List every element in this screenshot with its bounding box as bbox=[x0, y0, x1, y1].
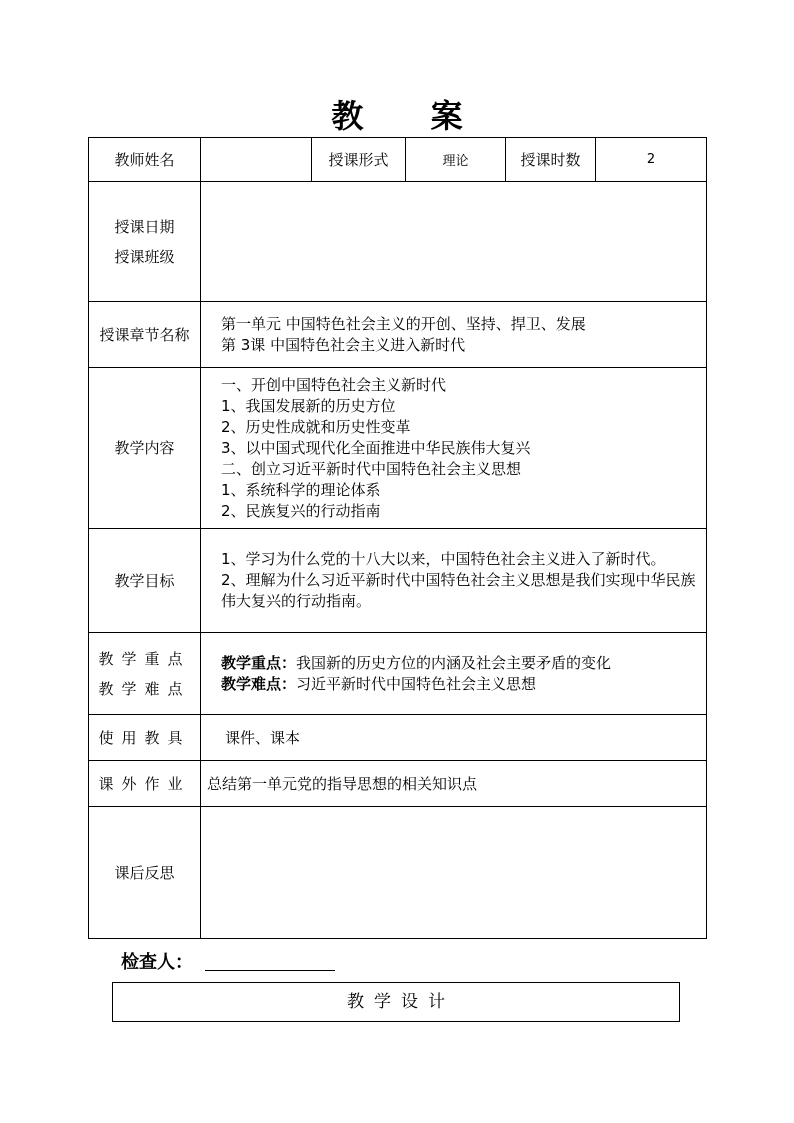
table-row-key-points bbox=[89, 633, 707, 715]
table-row-chapter bbox=[89, 302, 707, 368]
content-line: 3、以中国式现代化全面推进中华民族伟大复兴 bbox=[221, 438, 531, 457]
key-point-prefix: 教学重点： bbox=[221, 653, 297, 672]
tools-value: 课件、课本 bbox=[201, 715, 707, 761]
teaching-form-label: 授课形式 bbox=[312, 138, 406, 182]
goals-label: 教学目标 bbox=[89, 529, 201, 633]
table-row-reflection bbox=[89, 807, 707, 939]
date-class-label bbox=[89, 182, 201, 302]
chapter-line: 第一单元 中国特色社会主义的开创、坚持、捍卫、发展 bbox=[221, 314, 586, 333]
difficult-point-text: 习近平新时代中国特色社会主义思想 bbox=[296, 674, 537, 693]
homework-value: 总结第一单元党的指导思想的相关知识点 bbox=[201, 761, 707, 807]
chapter-content bbox=[201, 302, 707, 368]
table-row-date-class bbox=[89, 182, 707, 302]
table-row-content bbox=[89, 368, 707, 529]
lesson-plan-table bbox=[88, 137, 707, 939]
content-line: 一、开创中国特色社会主义新时代 bbox=[221, 375, 447, 394]
difficult-point-line bbox=[221, 674, 700, 695]
content-line: 1、系统科学的理论体系 bbox=[221, 480, 381, 499]
homework-label: 课外作业 bbox=[89, 761, 201, 807]
teaching-form-value[interactable]: 理论 bbox=[406, 138, 506, 182]
teaching-hours-label: 授课时数 bbox=[506, 138, 596, 182]
difficult-point-prefix: 教学难点： bbox=[221, 674, 297, 693]
key-points-label: 教学重点 bbox=[98, 649, 191, 668]
page-title: 教 案 bbox=[331, 97, 491, 135]
key-point-text: 我国新的历史方位的内涵及社会主要矛盾的变化 bbox=[296, 653, 612, 672]
content-line: 2、历史性成就和历史性变革 bbox=[221, 417, 411, 436]
difficult-points-label: 教学难点 bbox=[98, 679, 191, 698]
inspector-label: 检查人： bbox=[121, 952, 193, 973]
content-label: 教学内容 bbox=[89, 368, 201, 529]
goal-line: 1、学习为什么党的十八大以来，中国特色社会主义进入了新时代。 bbox=[221, 550, 666, 568]
date-class-field[interactable] bbox=[201, 182, 707, 302]
teaching-content bbox=[201, 368, 707, 529]
teaching-goals bbox=[201, 529, 707, 633]
table-row-goals bbox=[89, 529, 707, 633]
content-line: 2、民族复兴的行动指南 bbox=[221, 501, 381, 520]
inspector-signature-line[interactable] bbox=[205, 970, 335, 971]
date-label: 授课日期 bbox=[114, 217, 175, 236]
table-row-tools bbox=[89, 715, 707, 761]
teacher-name-label: 教师姓名 bbox=[89, 138, 201, 182]
key-difficult-label bbox=[89, 633, 201, 715]
key-points-content bbox=[201, 633, 707, 715]
teaching-hours-value[interactable]: 2 bbox=[596, 138, 707, 182]
teaching-design-box: 教学设计 bbox=[112, 982, 680, 1022]
content-line: 二、创立习近平新时代中国特色社会主义思想 bbox=[221, 459, 522, 478]
class-label: 授课班级 bbox=[114, 247, 175, 266]
chapter-line: 第 3课 中国特色社会主义进入新时代 bbox=[221, 335, 466, 354]
reflection-label: 课后反思 bbox=[89, 807, 201, 939]
chapter-label: 授课章节名称 bbox=[89, 302, 201, 368]
reflection-field[interactable] bbox=[201, 807, 707, 939]
teacher-name-field[interactable] bbox=[201, 138, 312, 182]
content-line: 1、我国发展新的历史方位 bbox=[221, 396, 396, 415]
tools-label: 使用教具 bbox=[89, 715, 201, 761]
goal-line: 2、理解为什么习近平新时代中国特色社会主义思想是我们实现中华民族伟大复兴的行动指南。 bbox=[221, 571, 696, 610]
table-row-header bbox=[89, 138, 707, 182]
table-row-homework bbox=[89, 761, 707, 807]
key-point-line bbox=[221, 653, 700, 674]
